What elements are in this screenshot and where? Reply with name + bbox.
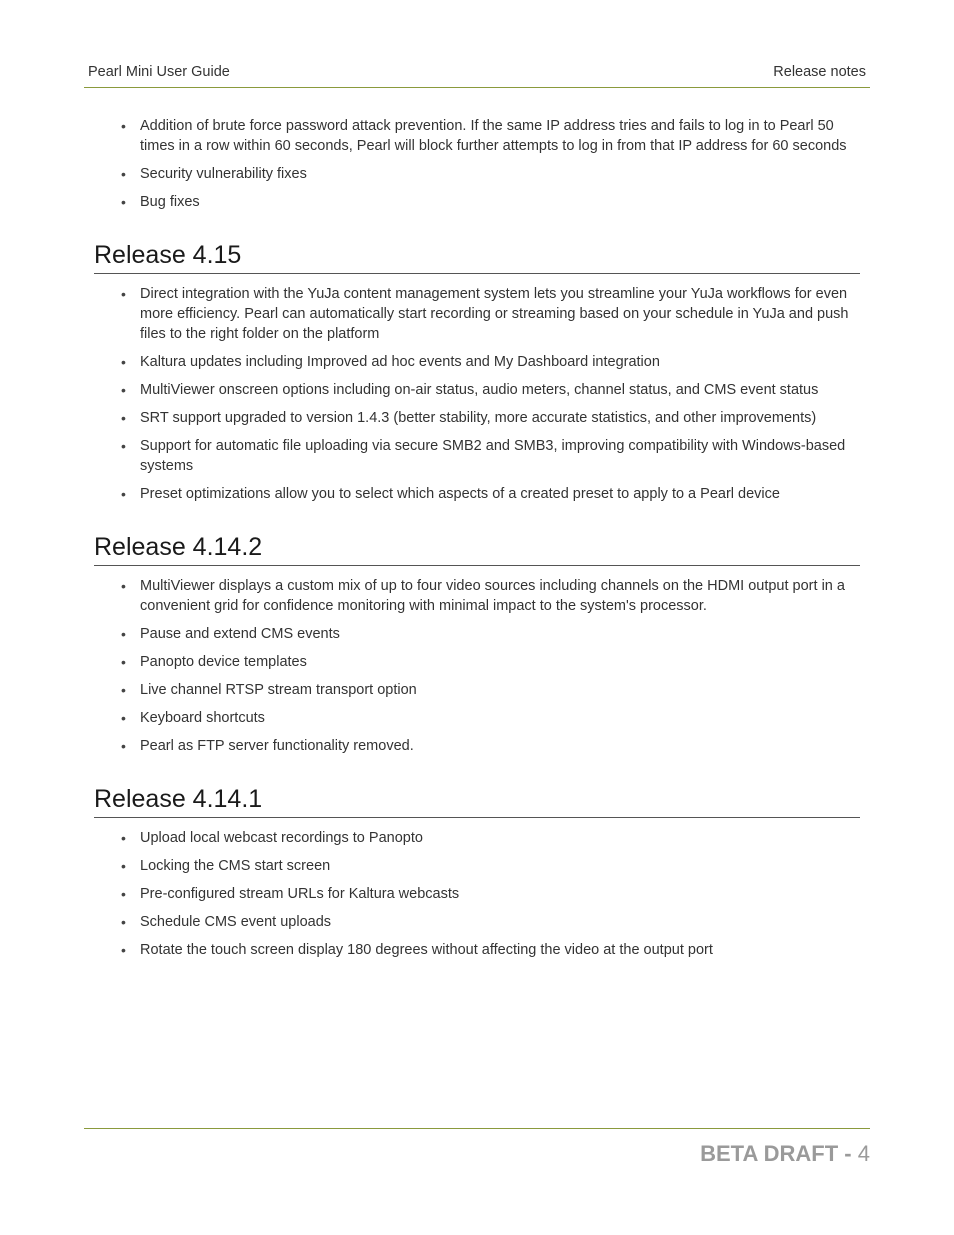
page-content bbox=[94, 116, 860, 968]
list-item: • Bug fixes bbox=[94, 192, 860, 212]
list-item: • MultiViewer displays a custom mix of up to four video sources including channels on the HDMI output port in a convenient grid for confidence monitoring with minimal impact to the system's processor. bbox=[94, 576, 860, 616]
release-list bbox=[94, 576, 860, 756]
list-item: • Pause and extend CMS events bbox=[94, 624, 860, 644]
section-heading: Release 4.15 bbox=[94, 240, 860, 274]
section-heading: Release 4.14.1 bbox=[94, 784, 860, 818]
list-item: • Schedule CMS event uploads bbox=[94, 912, 860, 932]
footer-label bbox=[700, 1141, 870, 1167]
chapter-title: Release notes bbox=[773, 64, 866, 80]
list-item: • Pearl as FTP server functionality removed. bbox=[94, 736, 860, 756]
list-item: • SRT support upgraded to version 1.4.3 (better stability, more accurate statistics, and other improvements) bbox=[94, 408, 860, 428]
list-item: • Upload local webcast recordings to Panopto bbox=[94, 828, 860, 848]
list-item: • Direct integration with the YuJa content management system lets you streamline your YuJa workflows for even more efficiency. Pearl can automatically start recording or streaming based on your schedule in YuJa and push files to the right folder on the platform bbox=[94, 284, 860, 344]
list-item: • Addition of brute force password attack prevention. If the same IP address tries and fails to log in to Pearl 50 times in a row within 60 seconds, Pearl will block further attempts to log in from that IP address for 60 seconds bbox=[94, 116, 860, 156]
page-number: 4 bbox=[857, 1141, 870, 1166]
section-release-4-14-2 bbox=[94, 532, 860, 756]
list-item: • Kaltura updates including Improved ad hoc events and My Dashboard integration bbox=[94, 352, 860, 372]
list-item: • Support for automatic file uploading via secure SMB2 and SMB3, improving compatibility with Windows-based systems bbox=[94, 436, 860, 476]
document-title: Pearl Mini User Guide bbox=[88, 64, 230, 80]
section-heading: Release 4.14.2 bbox=[94, 532, 860, 566]
list-item: • Panopto device templates bbox=[94, 652, 860, 672]
section-release-4-14-1 bbox=[94, 784, 860, 960]
list-item: • Preset optimizations allow you to select which aspects of a created preset to apply to a Pearl device bbox=[94, 484, 860, 504]
release-list bbox=[94, 284, 860, 504]
page-header bbox=[84, 62, 870, 88]
page-footer bbox=[84, 1128, 870, 1166]
list-item: • Pre-configured stream URLs for Kaltura webcasts bbox=[94, 884, 860, 904]
release-list bbox=[94, 828, 860, 960]
section-release-4-15 bbox=[94, 240, 860, 504]
draft-label: BETA DRAFT - bbox=[700, 1141, 852, 1166]
intro-list bbox=[94, 116, 860, 212]
list-item: • MultiViewer onscreen options including on-air status, audio meters, channel status, and CMS event status bbox=[94, 380, 860, 400]
list-item: • Keyboard shortcuts bbox=[94, 708, 860, 728]
list-item: • Rotate the touch screen display 180 degrees without affecting the video at the output port bbox=[94, 940, 860, 960]
list-item: • Live channel RTSP stream transport option bbox=[94, 680, 860, 700]
list-item: • Locking the CMS start screen bbox=[94, 856, 860, 876]
list-item: • Security vulnerability fixes bbox=[94, 164, 860, 184]
